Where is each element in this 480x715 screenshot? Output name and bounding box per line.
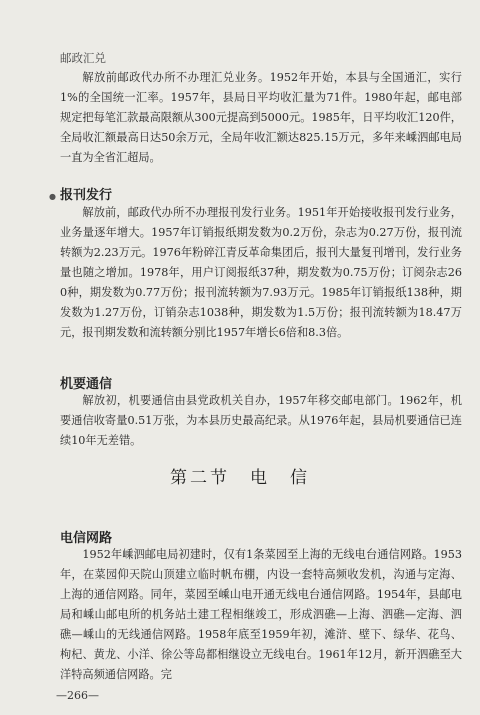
section-heading-newspaper-distribution: 报刊发行 [60, 188, 113, 203]
section-heading-postal-remittance: 邮政汇兑 [60, 51, 106, 65]
section-heading-telecom-network: 电信网路 [60, 531, 113, 546]
page-number: —266— [56, 689, 99, 702]
section-heading-confidential-mail: 机要通信 [60, 377, 113, 392]
paragraph-postal-remittance: 解放前邮政代办所不办理汇兑业务。1952年开始，本县与全国通汇，实行1%的全国统一汇率。1957年，县局日平均收汇量为71件。1980年起，邮电部规定把每笔汇款最高限额从300元提高到5000元。1985年，日平均收汇120件，全局收汇额最高日达50余万元，全局年收汇额达825.15万元，多年来嵊泗邮电局一直为全省汇超局。 [60, 71, 462, 164]
paragraph-confidential-mail: 解放初，机要通信由县党政机关自办，1957年移交邮电部门。1962年，机要通信收寄量0.51万张，为本县历史最高纪录。从1976年起，县局机要通信已连续10年无差错。 [60, 394, 462, 447]
paragraph-telecom-network: 1952年嵊泗邮电局初建时，仅有1条菜园至上海的无线电台通信网路。1953年，在菜园仰天院山顶建立临时帆布棚，内设一套特高频收发机，沟通与定海、上海的通信网路。同年，菜园至嵊山电开通无线电台通信网路。1954年，县邮电局和嵊山邮电所的机务站土建工程相继竣工，形成泗礁—上海、泗礁—定海、泗礁—嵊山的无线通信网路。1958年底至1959年初，滩浒、壁下、绿华、花鸟、枸杞、黄龙、小洋、徐公等岛都相继设立无线电台。1961年12月，新开泗礁至大洋特高频通信网路。完 [60, 548, 462, 681]
bullet-icon: ● [49, 192, 56, 201]
chapter-title: 第二节 电 信 [170, 468, 310, 488]
paragraph-newspaper-distribution: 解放前，邮政代办所不办理报刊发行业务。1951年开始接收报刊发行业务，业务量逐年增大。1957年订销报纸期发数为0.2万份，杂志为0.27万份，报刊流转额为2.23万元。1976年粉碎江青反革命集团后，报刊大量复刊增刊，发行业务量也随之增加。1978年，用户订阅报纸37种，期发数为0.75万份；订阅杂志260种，期发数为0.77万份；报刊流转额为7.93万元。1985年订销报纸138种，期发数为1.27万份，订销杂志1038种，期发数为1.5万份；报刊流转额为18.47万元，报刊期发数和流转额分别比1957年增长6倍和8.3倍。 [60, 206, 462, 339]
